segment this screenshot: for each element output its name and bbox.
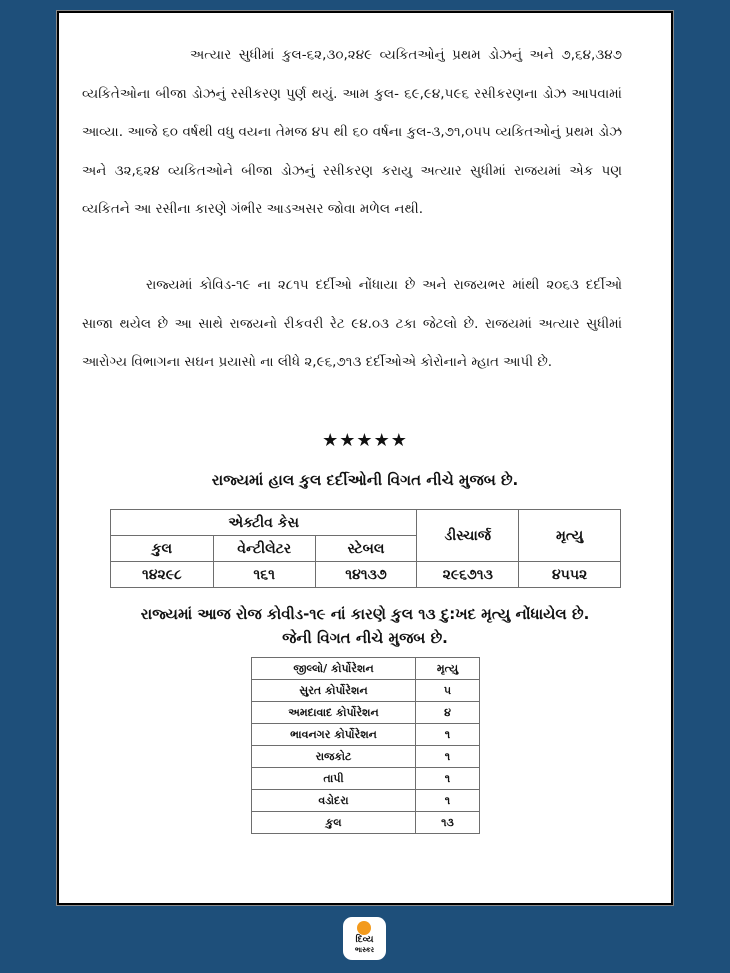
table-row	[252, 746, 480, 768]
district-name: અમદાવાદ કોર્પોરેશન	[252, 702, 416, 724]
district-name: તાપી	[252, 768, 416, 790]
total-subheader: કુલ	[111, 536, 214, 562]
summary-heading: રાજ્યમાં હાલ કુલ દર્દીઓની વિગત નીચે મુજબ છે.	[211, 471, 519, 489]
death-count: ૧	[416, 768, 480, 790]
deaths-table	[251, 657, 480, 834]
ventilator-subheader: વેન્ટીલેટર	[213, 536, 315, 562]
death-header: મૃત્યુ	[519, 510, 621, 562]
discharge-value: ૨૯૬૭૧૩	[417, 562, 519, 588]
death-count: ૧	[416, 790, 480, 812]
summary-header-row	[111, 510, 621, 536]
ventilator-value: ૧૬૧	[213, 562, 315, 588]
district-name: વડોદરા	[252, 790, 416, 812]
divya-bhaskar-logo[interactable]	[343, 917, 386, 960]
total-label: કુલ	[252, 812, 416, 834]
deaths-heading-line2: જેની વિગત નીચે મુજબ છે.	[282, 629, 448, 647]
district-header: જીલ્લો/ કોર્પોરેશન	[252, 658, 416, 680]
death-count: ૧	[416, 746, 480, 768]
stable-subheader: સ્ટેબલ	[315, 536, 417, 562]
logo-line2: ભાસ્કર	[354, 946, 375, 954]
table-row	[252, 702, 480, 724]
covid-cases-paragraph: રાજ્યમાં કોવિડ-૧૯ ના ૨૮૧૫ દર્દીઓ નોંધાયા છે અને રાજયભર માંથી ૨૦૬૩ દર્દીઓ સાજા થયેલ છે આ સાથે રાજયનો રીકવરી રેટ ૯૪.૦૩ ટકા જેટલો છે. રાજયમાં અત્યાર સુધીમાં આરોગ્ય વિભાગના સઘન પ્રયાસો ના લીધે ૨,૯૬,૭૧૩ દર્દીઓએ કોરોનાને મ્હાત આપી છે.	[82, 277, 622, 370]
death-count: ૫	[416, 680, 480, 702]
summary-table	[110, 509, 621, 588]
total-active-value: ૧૪૨૯૮	[111, 562, 214, 588]
table-row	[252, 768, 480, 790]
deaths-heading-line1: રાજ્યમાં આજ રોજ કોવીડ-૧૯ નાં કારણે કુલ ૧૩ દુ:ખદ મૃત્યુ નોંધાયેલ છે.	[140, 605, 590, 623]
stars-separator: ★★★★★	[322, 430, 408, 451]
district-name: ભાવનગર કોર્પોરેશન	[252, 724, 416, 746]
death-value: ૪૫૫૨	[519, 562, 621, 588]
district-name: સુરત કોર્પોરેશન	[252, 680, 416, 702]
deaths-count-header: મૃત્યુ	[416, 658, 480, 680]
table-row	[252, 724, 480, 746]
table-row	[252, 790, 480, 812]
vaccination-paragraph: અત્યાર સુધીમાં કુલ-૬૨,૩૦,૨૪૯ વ્યકિતઓનું પ્રથમ ડોઝનું અને ૭,૬૪,૩૪૭ વ્યકિતેઓના બીજા ડોઝનું રસીકરણ પુર્ણ થયું. આમ કુલ- ૬૯,૯૪,૫૯૬ રસીકરણના ડોઝ આપવામાં આવ્યા. આજે ૬૦ વર્ષથી વધુ વયના તેમજ ૪૫ થી ૬૦ વર્ષના કુલ-૩,૭૧,૦૫૫ વ્યકિતઓનું પ્રથમ ડોઝ અને ૩૨,૬૨૪ વ્યકિતઓને બીજા ડોઝનું રસીકરણ કરાયુ અત્યાર સુધીમાં રાજયમાં એક પણ વ્યકિતને આ રસીના કારણે ગંભીર આડઅસર જોવા મળેલ નથી.	[82, 47, 622, 217]
active-cases-header: એક્ટીવ કેસ	[111, 510, 417, 536]
document-frame	[56, 10, 674, 906]
death-count: ૪	[416, 702, 480, 724]
total-row	[252, 812, 480, 834]
logo-line1: દિવ્ય	[355, 935, 374, 945]
table-row	[252, 680, 480, 702]
stable-value: ૧૪૧૩૭	[315, 562, 417, 588]
discharge-header: ડીસ્ચાર્જ	[417, 510, 519, 562]
sun-icon	[357, 921, 371, 935]
district-name: રાજકોટ	[252, 746, 416, 768]
summary-values-row	[111, 562, 621, 588]
document-page	[59, 13, 671, 903]
total-count: ૧૩	[416, 812, 480, 834]
deaths-heading	[59, 602, 671, 650]
deaths-header-row	[252, 658, 480, 680]
death-count: ૧	[416, 724, 480, 746]
